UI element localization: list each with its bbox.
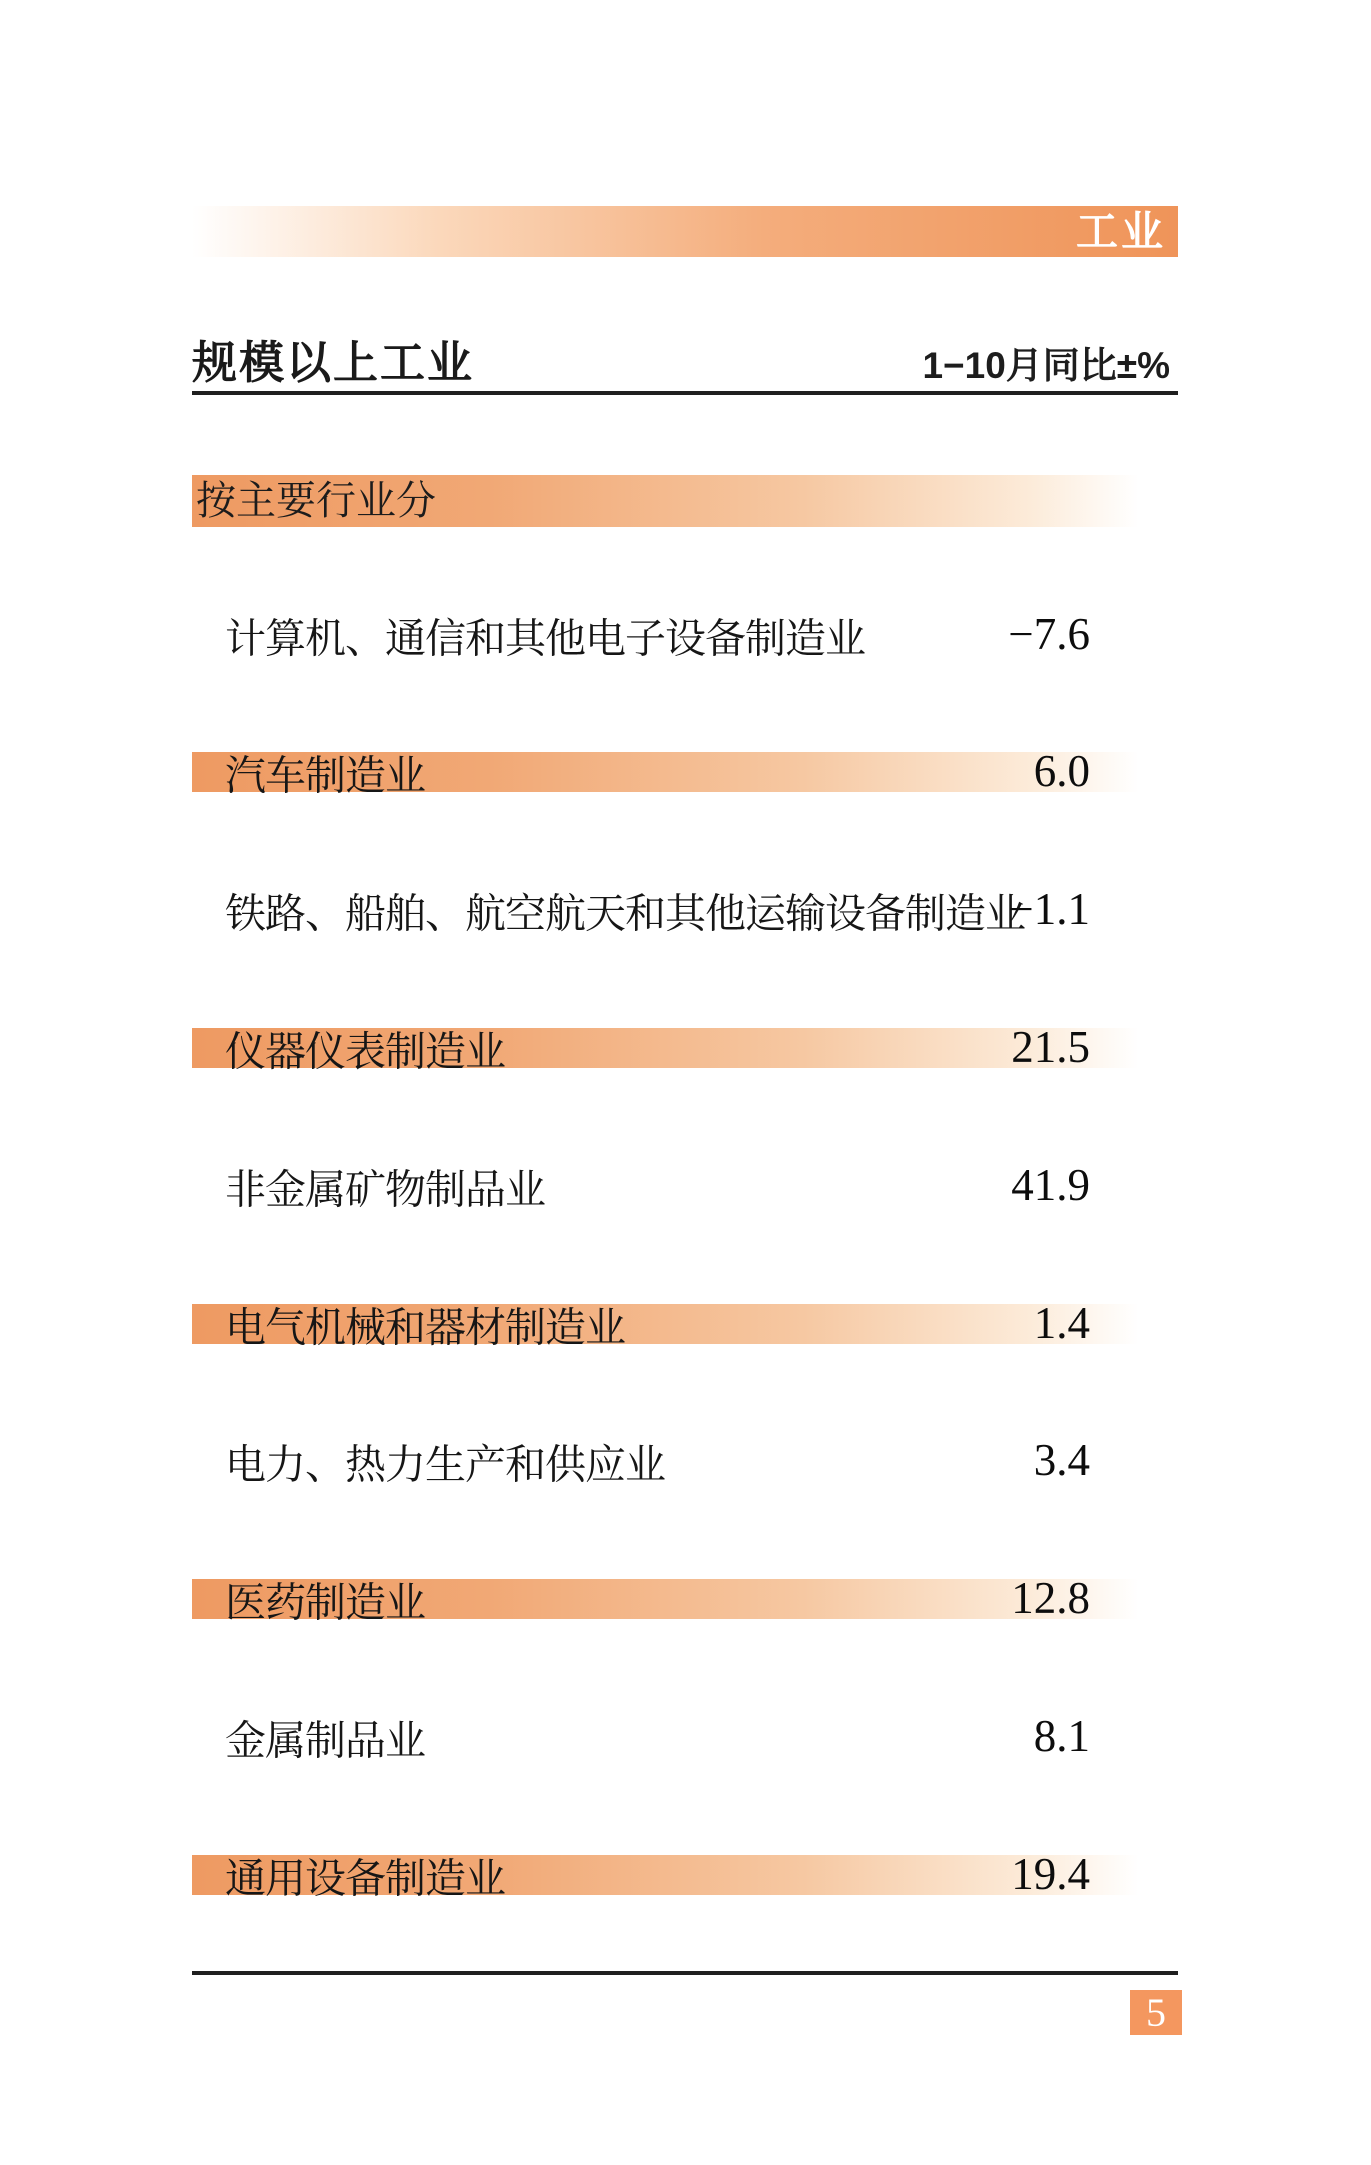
table-row (192, 1434, 1178, 1489)
section-header-bar (192, 475, 1178, 527)
industry-value: 41.9 (1011, 1159, 1090, 1210)
page-number-badge (1130, 1990, 1182, 2035)
table-header (192, 326, 1178, 391)
industry-value: 3.4 (1033, 1434, 1090, 1485)
industry-label: 通用设备制造业 (225, 1854, 505, 1903)
table-row (192, 1021, 1178, 1076)
industry-value: 8.1 (1033, 1710, 1090, 1761)
industry-label: 非金属矿物制品业 (225, 1165, 545, 1214)
table-row (192, 1159, 1178, 1214)
industry-label: 电力、热力生产和供应业 (225, 1440, 665, 1489)
industry-label: 电气机械和器材制造业 (225, 1303, 625, 1352)
table-row (192, 745, 1178, 800)
industry-value: −1.1 (1008, 883, 1090, 934)
industry-label: 汽车制造业 (225, 751, 425, 800)
table-row (192, 1710, 1178, 1765)
table-row (192, 883, 1178, 938)
industry-value: 12.8 (1011, 1572, 1090, 1623)
industry-banner (192, 206, 1178, 257)
page-title: 规模以上工业 (192, 337, 475, 388)
section-header-label: 按主要行业分 (196, 478, 436, 524)
industry-label: 铁路、船舶、航空航天和其他运输设备制造业 (225, 889, 1025, 938)
industry-value: −7.6 (1008, 608, 1090, 659)
industry-label: 金属制品业 (225, 1716, 425, 1765)
industry-label: 医药制造业 (225, 1578, 425, 1627)
table-row (192, 1297, 1178, 1352)
industry-label: 计算机、通信和其他电子设备制造业 (225, 614, 865, 663)
industry-value: 1.4 (1033, 1297, 1090, 1348)
industry-value: 21.5 (1011, 1021, 1090, 1072)
industry-value: 6.0 (1033, 745, 1090, 796)
period-unit-label: 1−10月同比±% (922, 345, 1170, 386)
industry-value: 19.4 (1011, 1848, 1090, 1899)
page-number: 5 (1146, 1990, 1166, 2035)
header-rule (192, 391, 1178, 395)
table-row (192, 608, 1178, 663)
footer-rule (192, 1971, 1178, 1975)
table-row (192, 1572, 1178, 1627)
banner-title: 工业 (1075, 208, 1166, 255)
industry-label: 仪器仪表制造业 (225, 1027, 505, 1076)
table-row (192, 1848, 1178, 1903)
